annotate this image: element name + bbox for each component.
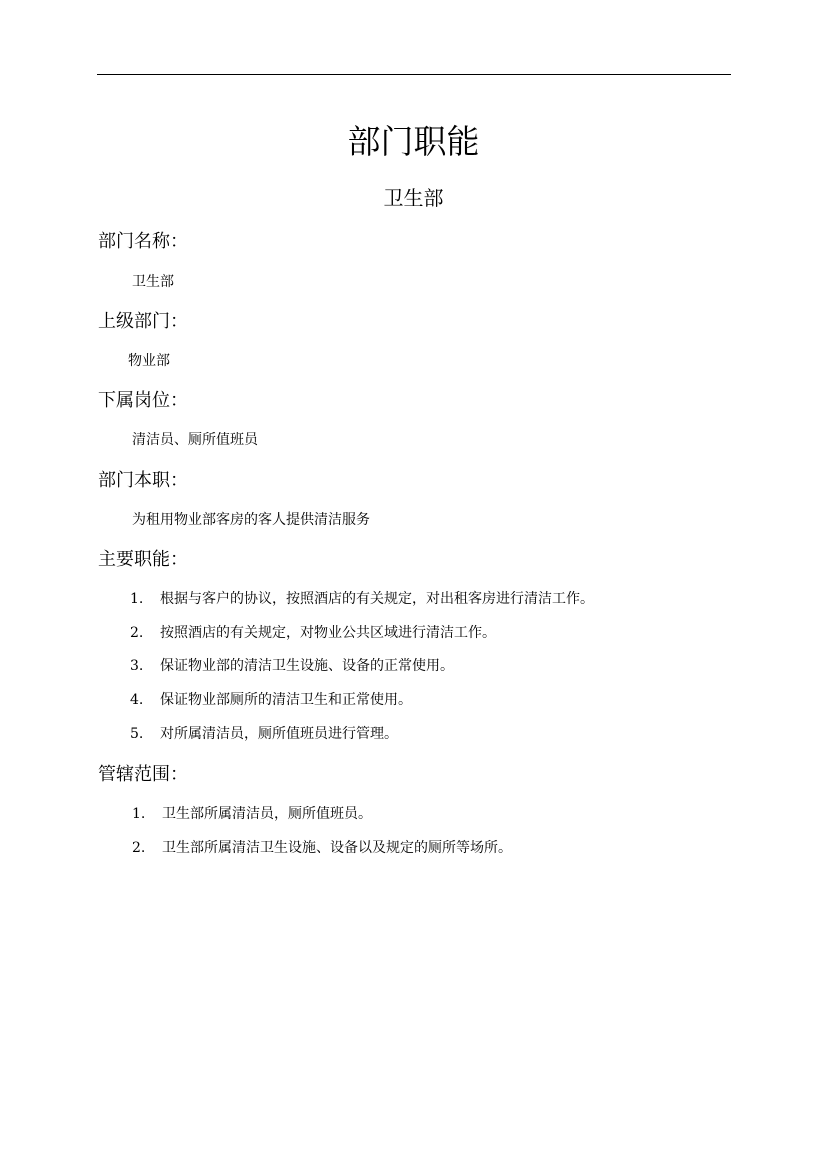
section-heading-positions: 下属岗位： (98, 390, 188, 411)
list-item-text: 根据与客户的协议，按照酒店的有关规定，对出租客房进行清洁工作。 (160, 591, 594, 607)
section-heading-duty: 部门本职： (98, 470, 188, 491)
header-rule (97, 74, 731, 75)
list-item-number: 1. (132, 806, 146, 822)
section-content-parent: 物业部 (128, 353, 170, 369)
document-subtitle: 卫生部 (383, 186, 444, 210)
section-heading-name: 部门名称： (98, 231, 188, 252)
list-item-number: 1. (130, 591, 144, 607)
list-item-text: 卫生部所属清洁员，厕所值班员。 (162, 806, 372, 822)
section-heading-scope: 管辖范围： (98, 764, 188, 785)
list-item-text: 按照酒店的有关规定，对物业公共区域进行清洁工作。 (160, 625, 496, 641)
list-item-number: 2. (130, 625, 144, 641)
list-item-number: 3. (130, 658, 144, 674)
section-content-duty: 为租用物业部客房的客人提供清洁服务 (132, 512, 370, 528)
section-content-name: 卫生部 (132, 274, 174, 290)
section-content-positions: 清洁员、厕所值班员 (132, 432, 258, 448)
section-heading-parent: 上级部门： (98, 311, 188, 332)
document-title: 部门职能 (347, 122, 480, 161)
list-item-text: 保证物业部的清洁卫生设施、设备的正常使用。 (160, 658, 454, 674)
list-item-text: 对所属清洁员，厕所值班员进行管理。 (160, 726, 398, 742)
section-heading-functions: 主要职能： (98, 549, 188, 570)
list-item-text: 保证物业部厕所的清洁卫生和正常使用。 (160, 692, 412, 708)
list-item-text: 卫生部所属清洁卫生设施、设备以及规定的厕所等场所。 (162, 840, 512, 856)
list-item-number: 5. (130, 726, 144, 742)
list-item-number: 2. (132, 840, 146, 856)
list-item-number: 4. (130, 692, 144, 708)
